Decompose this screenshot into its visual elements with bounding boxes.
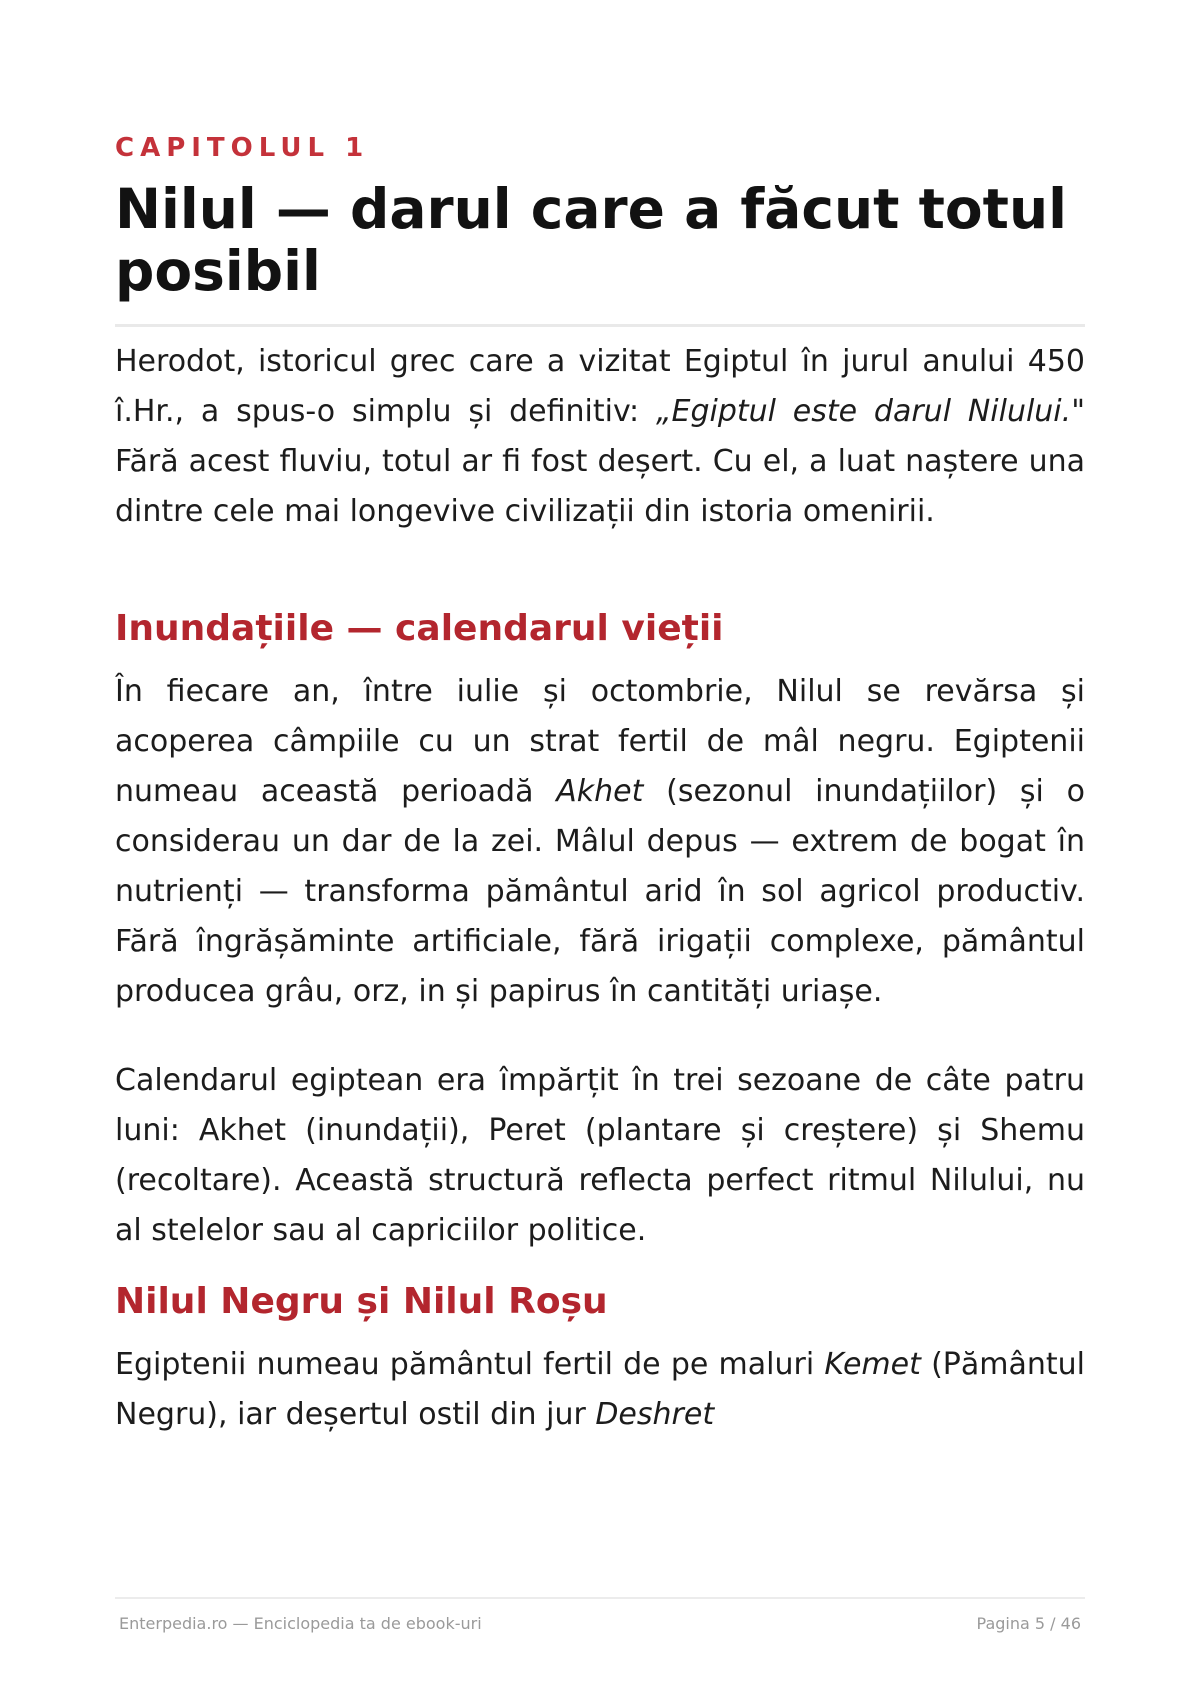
paragraph-kemet [115,1340,1085,1440]
akhet-text-2: (sezonul inundațiilor) și o considerau un dar de la zei. Mâlul depus — extrem de bogat în nutrienți — transforma pământul arid în sol agricol productiv. Fără îngrășăminte artificiale, fără irigații complexe, pământul producea grâu, orz, in și papirus în cantități uriașe. [115,774,1086,1009]
footer-site-name: Enterpedia.ro — Enciclopedia ta de ebook-uri [119,1614,482,1633]
footer-divider [115,1597,1085,1599]
footer-page-number: Pagina 5 / 46 [976,1614,1081,1633]
section-heading-nilul-negru: Nilul Negru și Nilul Roșu [115,1281,608,1322]
akhet-text-1: În fiecare an, între iulie și octombrie, Nilul se revărsa și acoperea câmpiile cu un strat fertil de mâl negru. Egiptenii numeau această perioadă [115,674,1085,809]
kemet-text-1: Egiptenii numeau pământul fertil de pe maluri [115,1347,825,1382]
intro-quote: „Egiptul este darul Nilului. [655,394,1072,429]
akhet-term: Akhet [556,774,644,809]
deshret-term: Deshret [595,1397,715,1432]
kemet-term: Kemet [824,1347,921,1382]
kemet-text-2: (Pământul Negru), iar deșertul ostil din jur [115,1347,1085,1432]
paragraph-akhet [115,667,1085,1017]
section-heading-inundatii: Inundațiile — calendarul vieții [115,608,724,649]
intro-text-1: Herodot, istoricul grec care a vizitat Egiptul în jurul anului 450 î.Hr., a spus-o simplu și definitiv: [115,344,1085,429]
intro-text-2: " Fără acest fluviu, totul ar fi fost deșert. Cu el, a luat naștere una dintre cele mai longevive civilizații din istoria omenirii. [115,394,1085,529]
intro-paragraph [115,337,1085,537]
paragraph-calendar: Calendarul egiptean era împărțit în trei sezoane de câte patru luni: Akhet (inundații), Peret (plantare și creștere) și Shemu (recoltare). Această structură reflecta perfect ritmul Nilului, nu al stelelor sau al capriciilor politice. [115,1063,1085,1248]
chapter-title: Nilul — darul care a făcut totul posibil [115,177,1067,303]
chapter-label: CAPITOLUL 1 [115,133,370,163]
title-divider [115,324,1085,327]
